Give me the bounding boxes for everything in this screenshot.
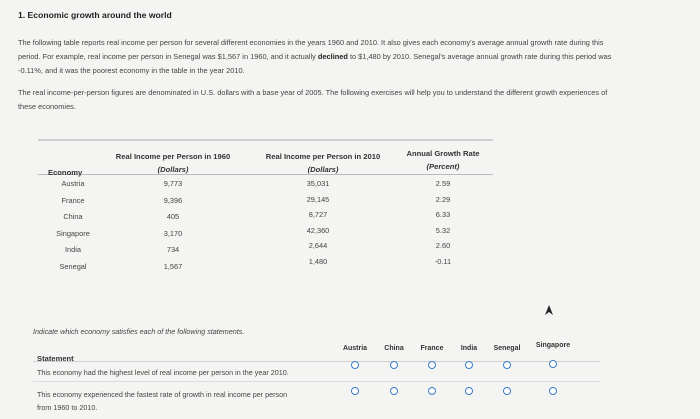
radio-france[interactable]	[428, 361, 436, 369]
statement-header: Statement	[37, 354, 74, 363]
growth-table	[38, 139, 493, 274]
radio-senegal[interactable]	[503, 387, 511, 395]
economy-cell: France	[61, 195, 85, 205]
growth-table-body	[38, 175, 493, 274]
growth-table-row	[38, 258, 493, 275]
growth-rate-header-label: Annual Growth Rate	[406, 149, 480, 158]
radio-india[interactable]	[465, 387, 473, 395]
statement-table-header	[33, 342, 600, 362]
growth-rate-cell: -0.11	[434, 256, 452, 266]
intro-text-2: to $1,480 by 2010. Senegal's average annual growth rate during this period was -0.11%, and it was the poorest economy in the table in the year 2010.	[18, 52, 612, 75]
intro-text-1: The following table reports real income per person for several different economies in the years 1960 and 2010. It also gives each economy's average annual growth rate during this period. For example, real income per person in Senegal was $1,567 in 1960, and it actually	[18, 38, 604, 61]
radio-france[interactable]	[428, 387, 436, 395]
growth-rate-header	[393, 147, 493, 173]
income-2010-cell: 2,644	[308, 241, 328, 250]
income-1960-header-label: Real Income per Person in 1960	[115, 152, 231, 161]
radio-china[interactable]	[390, 361, 398, 369]
economy-cell: China	[63, 212, 83, 221]
economy-cell: India	[64, 245, 82, 254]
intro-paragraph	[18, 36, 618, 78]
economy-cell: Senegal	[59, 261, 87, 271]
income-2010-cell: 29,145	[306, 194, 330, 204]
column-header-india: India	[460, 345, 478, 352]
radio-china[interactable]	[390, 387, 398, 395]
economy-cell: Austria	[61, 179, 85, 188]
statement-text	[37, 388, 347, 414]
growth-rate-cell: 2.59	[435, 179, 451, 188]
income-2010-cell: 42,360	[306, 225, 330, 235]
growth-rate-cell: 5.32	[435, 225, 451, 235]
column-header-senegal: Senegal	[493, 345, 521, 352]
income-2010-header	[243, 150, 403, 176]
growth-rate-cell: 2.60	[435, 241, 451, 250]
statement-row	[33, 382, 600, 419]
growth-table-row	[38, 241, 493, 258]
economy-header: Economy	[48, 168, 83, 177]
column-header-singapore: Singapore	[535, 342, 571, 349]
income-2010-header-label: Real Income per Person in 2010	[265, 152, 381, 161]
income-2010-cell: 35,031	[306, 179, 330, 188]
radio-austria[interactable]	[351, 387, 359, 395]
growth-rate-header-unit: (Percent)	[426, 162, 460, 171]
column-header-france: France	[420, 345, 444, 352]
radio-senegal[interactable]	[503, 361, 511, 369]
income-1960-cell: 3,170	[163, 228, 183, 238]
income-1960-header-unit: (Dollars)	[157, 165, 189, 174]
growth-table-row	[38, 208, 493, 225]
note-paragraph: The real income-per-person figures are denominated in U.S. dollars with a base year of 2005. The following exercises will help you to understand the different growth experiences of these economies.	[18, 88, 608, 111]
growth-rate-cell: 2.29	[435, 194, 451, 204]
statement-text-line: This economy experienced the fastest rate of growth in real income per person	[37, 390, 288, 399]
instruction-prompt: Indicate which economy satisfies each of the following statements.	[33, 327, 245, 336]
growth-table-header	[38, 141, 493, 175]
statement-table	[33, 342, 600, 419]
radio-singapore[interactable]	[549, 360, 557, 368]
income-1960-cell: 1,567	[163, 261, 183, 271]
question-heading: 1. Economic growth around the world	[18, 10, 172, 20]
statement-text-line: from 1960 to 2010.	[37, 403, 98, 412]
income-2010-cell: 8,727	[308, 210, 328, 219]
statement-text	[37, 366, 347, 379]
intro-bold-word: declined	[317, 52, 348, 61]
income-1960-cell: 734	[166, 245, 180, 254]
radio-india[interactable]	[465, 361, 473, 369]
income-1960-cell: 9,396	[163, 195, 183, 205]
growth-table-row	[38, 192, 493, 209]
column-header-austria: Austria	[342, 345, 368, 352]
income-2010-header-unit: (Dollars)	[307, 165, 339, 174]
radio-austria[interactable]	[351, 361, 359, 369]
growth-rate-cell: 6.33	[435, 210, 451, 219]
income-2010-cell: 1,480	[308, 256, 328, 266]
statement-row	[33, 362, 600, 382]
growth-table-row	[38, 175, 493, 192]
statement-text-line: This economy had the highest level of real income per person in the year 2010.	[37, 368, 289, 377]
income-1960-cell: 405	[166, 212, 180, 221]
growth-table-row	[38, 225, 493, 242]
economy-cell: Singapore	[56, 228, 90, 238]
radio-singapore[interactable]	[549, 387, 557, 395]
column-header-china: China	[384, 345, 404, 352]
mouse-cursor-icon	[545, 305, 553, 315]
income-1960-header	[93, 150, 253, 176]
income-1960-cell: 9,773	[163, 179, 183, 188]
